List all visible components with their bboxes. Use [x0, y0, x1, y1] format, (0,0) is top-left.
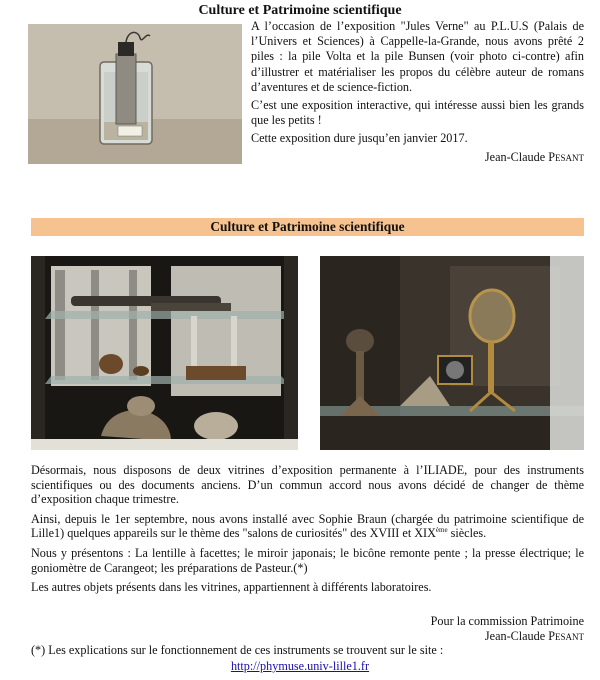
body-paragraph-4: Les autres objets présents dans les vitrines, appartiennent à différents laboratoires.: [31, 580, 432, 595]
battery-photo: [28, 24, 242, 164]
display-case-left-image: [31, 256, 298, 450]
body-paragraph-2: [31, 512, 584, 541]
ordinal-superscript: ème: [435, 526, 448, 535]
footnote: (*) Les explications sur le fonctionnement de ces instruments se trouvent sur le site :: [31, 643, 444, 657]
body-paragraph-2-end: siècles.: [447, 526, 487, 541]
signature-2: [431, 614, 584, 643]
display-case-right-image: [320, 256, 584, 450]
section1-title: Culture et Patrimoine scientifique: [198, 3, 402, 18]
bunsen-battery-image: [28, 24, 242, 164]
intro-paragraph-3: Cette exposition dure jusqu’en janvier 2017.: [251, 131, 468, 146]
intro-paragraph-1: A l’occasion de l’exposition "Jules Verne" au P.L.U.S (Palais de l’Univers et Sciences) à Cappelle-la-Grande, nous avons prêté 2 piles : la pile Volta et la pile Bunsen (voir photo ci-contre) afin d’illustrer et matérialiser les propos du célèbre auteur de romans d’aventures et de science-fiction.: [251, 19, 584, 94]
commission-line: Pour la commission Patrimoine: [430, 614, 584, 628]
signature-2-name: [431, 629, 584, 644]
intro-paragraph-2: C’est une exposition interactive, qui intéresse aussi bien les grands que les petits !: [251, 98, 584, 128]
phymuse-link[interactable]: http://phymuse.univ-lille1.fr: [230, 659, 370, 673]
section2-body: [31, 463, 584, 600]
display-case-photo-right: [320, 256, 584, 450]
signature-1-first-name: Jean-Claude: [484, 149, 546, 164]
body-paragraph-1: Désormais, nous disposons de deux vitrines d’exposition permanente à l’ILIADE, pour des instruments scientifiques ou des documents anciens. D’un commun accord nous avons décidé de changer de thème d’exposition chaque trimestre.: [31, 463, 584, 507]
body-paragraph-3: Nous y présentons : La lentille à facettes; le miroir japonais; le bicône remonte pente ; la presse électrique; le goniomètre de Carangeot; les préparations de Pasteur.(*): [31, 545, 584, 575]
intro-text: [251, 19, 584, 165]
signature-2-first-name: Jean-Claude: [484, 628, 546, 643]
signature-2-last-name: Pesant: [548, 628, 584, 643]
display-case-photo-left: [31, 256, 298, 450]
signature-1-last-name: Pesant: [548, 149, 584, 164]
body-paragraph-2-text: Ainsi, depuis le 1er septembre, nous avons installé avec Sophie Braun (chargée du patrimoine scientifique de Lille1) quelques appareils sur le thème des "salons de curiosités" des XVIII et XIX: [31, 511, 584, 541]
section2-title-banner: Culture et Patrimoine scientifique: [31, 218, 584, 236]
signature-1: [251, 150, 584, 165]
